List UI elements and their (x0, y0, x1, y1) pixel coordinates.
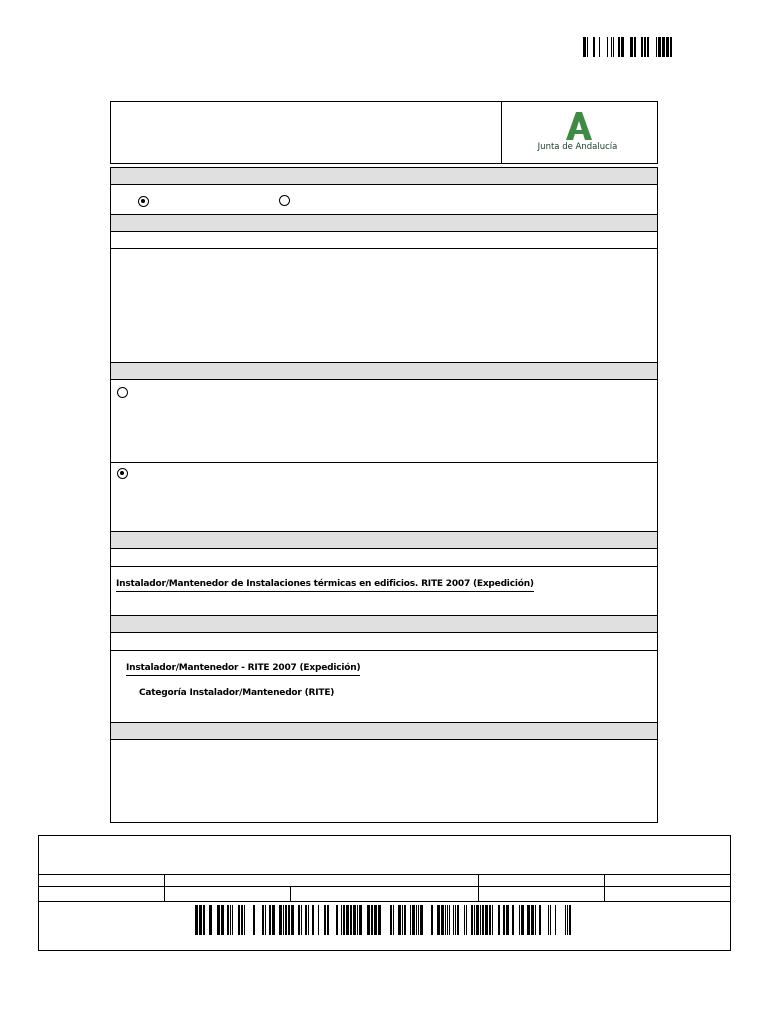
barcode-bar (599, 37, 600, 57)
barcode-bar (449, 905, 450, 935)
barcode-bar (630, 37, 633, 57)
footer-barcode (195, 905, 573, 935)
barcode-bar (359, 905, 362, 935)
barcode-bar (209, 905, 212, 935)
barcode-bar (416, 905, 417, 935)
barcode-bar (480, 905, 481, 935)
footer-row-line-1 (38, 874, 731, 875)
barcode-bar (312, 905, 314, 935)
barcode-bar (244, 905, 245, 935)
barcode-bar (647, 37, 649, 57)
section-3-header (110, 362, 658, 380)
barcode-bar (593, 37, 595, 57)
header-divider (501, 101, 502, 164)
barcode-bar (464, 905, 465, 935)
section-1-header (110, 167, 658, 185)
barcode-bar (457, 905, 459, 935)
section-2-header (110, 214, 658, 232)
barcode-bar (285, 905, 287, 935)
barcode-bar (227, 905, 229, 935)
barcode-bar (265, 905, 266, 935)
barcode-bar (308, 905, 309, 935)
barcode-bar (283, 905, 284, 935)
section-5-divider (110, 650, 658, 651)
barcode-bar (279, 905, 282, 935)
junta-logo (535, 108, 620, 156)
barcode-bar (489, 905, 491, 935)
barcode-bar (531, 905, 534, 935)
barcode-bar (527, 905, 530, 935)
barcode-bar (404, 905, 406, 935)
barcode-bar (350, 905, 352, 935)
barcode-bar (644, 37, 646, 57)
barcode-bar (269, 905, 271, 935)
barcode-bar (569, 905, 571, 935)
barcode-bar (195, 905, 198, 935)
barcode-bar (374, 905, 377, 935)
footer-row-line-3 (38, 901, 731, 902)
option-radio-3[interactable] (117, 387, 128, 398)
option-radio-2[interactable] (279, 195, 290, 206)
barcode-bar (371, 905, 373, 935)
barcode-bar (453, 905, 454, 935)
top-barcode (583, 37, 677, 57)
section-4-header (110, 531, 658, 549)
barcode-bar (418, 905, 419, 935)
barcode-bar (357, 905, 358, 935)
barcode-bar (498, 905, 500, 935)
option-radio-4[interactable] (117, 468, 128, 479)
footer-row-line-2 (38, 886, 731, 887)
barcode-bar (476, 905, 479, 935)
barcode-bar (346, 905, 349, 935)
barcode-bar (367, 905, 370, 935)
barcode-bar (232, 905, 233, 935)
barcode-bar (621, 37, 624, 57)
barcode-bar (324, 905, 326, 935)
barcode-bar (506, 905, 509, 935)
barcode-bar (291, 905, 294, 935)
barcode-bar (512, 905, 514, 935)
section-5-header (110, 615, 658, 633)
barcode-bar (343, 905, 345, 935)
barcode-bar (535, 905, 536, 935)
barcode-bar (455, 905, 456, 935)
barcode-bar (485, 905, 488, 935)
barcode-bar (301, 905, 302, 935)
barcode-bar (393, 905, 394, 935)
barcode-bar (378, 905, 381, 935)
section-4-divider (110, 566, 658, 567)
barcode-bar (567, 905, 568, 935)
barcode-bar (298, 905, 300, 935)
barcode-bar (662, 37, 665, 57)
barcode-bar (238, 905, 240, 935)
barcode-bar (390, 905, 392, 935)
barcode-bar (466, 905, 467, 935)
barcode-bar (262, 905, 264, 935)
barcode-bar (199, 905, 202, 935)
detail-subtitle: Categoría Instalador/Mantenedor (RITE) (139, 688, 335, 698)
barcode-bar (327, 905, 329, 935)
barcode-bar (353, 905, 356, 935)
barcode-bar (318, 905, 319, 935)
barcode-bar (550, 905, 551, 935)
logo-text: Junta de Andalucía (537, 142, 618, 152)
barcode-bar (613, 37, 614, 57)
barcode-bar (412, 905, 415, 935)
barcode-bar (241, 905, 243, 935)
barcode-bar (341, 905, 342, 935)
barcode-bar (641, 37, 643, 57)
barcode-bar (402, 905, 403, 935)
barcode-bar (445, 905, 446, 935)
barcode-bar (618, 37, 620, 57)
barcode-bar (634, 37, 636, 57)
barcode-bar (230, 905, 231, 935)
footer-col-1 (164, 874, 165, 901)
barcode-bar (221, 905, 224, 935)
barcode-bar (519, 905, 520, 935)
barcode-bar (521, 905, 524, 935)
barcode-bar (555, 905, 556, 935)
barcode-bar (203, 905, 205, 935)
barcode-bar (658, 37, 661, 57)
barcode-bar (611, 37, 612, 57)
barcode-bar (670, 37, 672, 57)
section-6-header (110, 722, 658, 740)
junta-andalucia-a-icon (535, 108, 620, 142)
barcode-bar (656, 37, 657, 57)
barcode-bar (336, 905, 338, 935)
barcode-bar (539, 905, 541, 935)
procedure-label: Instalador/Mantenedor de Instalaciones térmicas en edificios. RITE 2007 (Expedición) (116, 579, 534, 592)
barcode-bar (288, 905, 290, 935)
barcode-bar (666, 37, 669, 57)
barcode-bar (583, 37, 586, 57)
footer-col-2 (290, 886, 291, 901)
barcode-bar (607, 37, 608, 57)
barcode-bar (305, 905, 307, 935)
barcode-bar (431, 905, 433, 935)
barcode-bar (482, 905, 484, 935)
footer-col-3 (478, 874, 479, 901)
footer-col-4 (604, 874, 605, 901)
barcode-bar (447, 905, 448, 935)
barcode-bar (410, 905, 411, 935)
barcode-bar (471, 905, 473, 935)
barcode-bar (398, 905, 401, 935)
barcode-bar (587, 37, 588, 57)
barcode-bar (548, 905, 549, 935)
detail-title: Instalador/Mantenedor - RITE 2007 (Expedición) (126, 663, 360, 676)
option-radio-1[interactable] (138, 196, 149, 207)
barcode-bar (217, 905, 220, 935)
barcode-bar (420, 905, 423, 935)
barcode-bar (253, 905, 255, 935)
barcode-bar (272, 905, 275, 935)
section-3-divider (110, 462, 658, 463)
barcode-bar (441, 905, 444, 935)
barcode-bar (474, 905, 475, 935)
barcode-bar (503, 905, 505, 935)
barcode-bar (492, 905, 493, 935)
section-2-divider (110, 248, 658, 249)
barcode-bar (437, 905, 440, 935)
barcode-bar (565, 905, 566, 935)
